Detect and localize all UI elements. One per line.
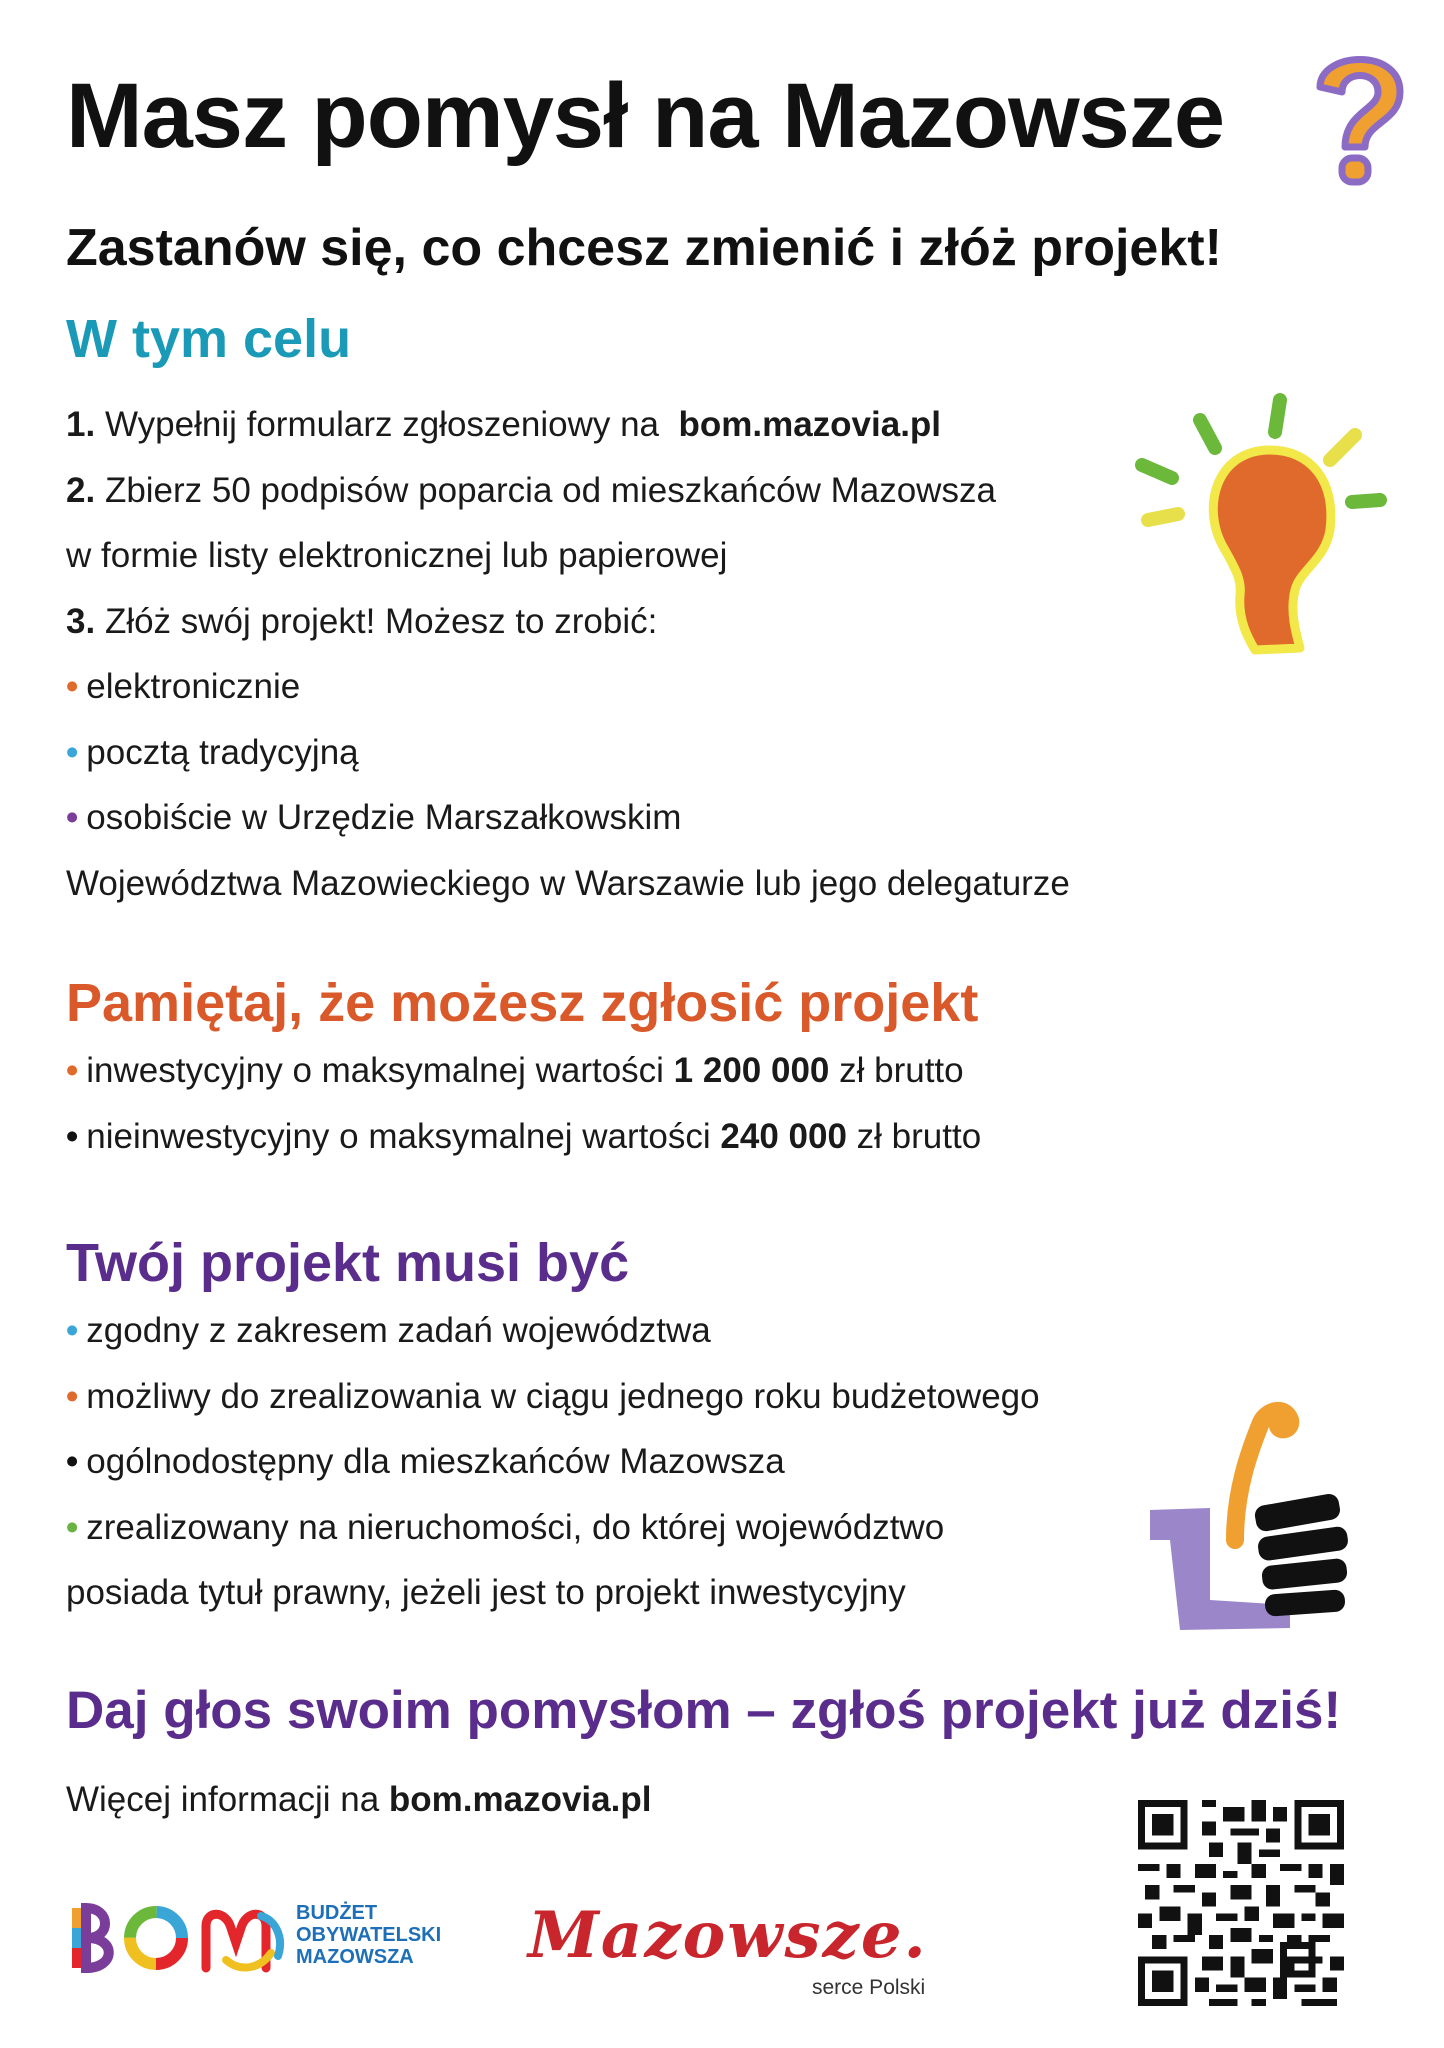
list-item: • ogólnodostępny dla mieszkańców Mazowsza xyxy=(66,1442,785,1481)
bullet-icon: • xyxy=(66,1376,79,1416)
bom-logo-text: BUDŻET OBYWATELSKI MAZOWSZA xyxy=(296,1902,442,1968)
list-item: • nieinwestycyjny o maksymalnej wartości 240 000 zł brutto xyxy=(66,1116,982,1156)
section-heading-steps: W tym celu xyxy=(66,309,352,369)
option-in-person: • osobiście w Urzędzie Marszałkowskim xyxy=(66,798,682,837)
thumbs-up-icon xyxy=(1140,1400,1380,1640)
step-number: 2. xyxy=(66,470,96,510)
bullet-icon: • xyxy=(66,1507,79,1547)
list-item-continued: posiada tytuł prawny, jeżeli jest to projekt inwestycyjny xyxy=(66,1573,906,1612)
section-heading-requirements: Twój projekt musi być xyxy=(66,1233,630,1293)
requirements-list xyxy=(66,1298,1040,1626)
more-info: Więcej informacji na bom.mazovia.pl xyxy=(66,1780,652,1819)
mazowsze-logo: Mazowsze. xyxy=(528,1898,928,1973)
bullet-icon: • xyxy=(66,798,79,837)
bullet-icon: • xyxy=(66,1311,79,1350)
bullet-icon: • xyxy=(66,1442,79,1481)
steps-list xyxy=(66,392,1070,916)
call-to-action: Daj głos swoim pomysłom – zgłoś projekt już dziś! xyxy=(66,1681,1342,1740)
step-number: 1. xyxy=(66,405,96,444)
step-1 xyxy=(66,392,1070,458)
step-2 xyxy=(66,458,1070,524)
qr-code-icon[interactable] xyxy=(1138,1800,1344,2006)
step-number: 3. xyxy=(66,601,96,641)
bullet-icon: • xyxy=(66,1116,79,1156)
page-title: Masz pomysł na Mazowsze xyxy=(66,65,1224,167)
website-link[interactable]: bom.mazovia.pl xyxy=(388,1780,652,1819)
list-item: • możliwy do zrealizowania w ciągu jednego roku budżetowego xyxy=(66,1376,1040,1416)
bullet-icon: • xyxy=(66,667,79,706)
section-heading-remember: Pamiętaj, że możesz zgłosić projekt xyxy=(66,973,979,1033)
lightbulb-icon xyxy=(1130,380,1390,660)
option-in-person-continued: Województwa Mazowieckiego w Warszawie lub jego delegaturze xyxy=(66,863,1070,903)
step-text: Zbierz 50 podpisów poparcia od mieszkańców Mazowsza xyxy=(104,470,996,510)
step-3 xyxy=(66,589,1070,655)
list-item: • zrealizowany na nieruchomości, do której województwo xyxy=(66,1507,945,1547)
step-text: Złóż swój projekt! Możesz to zrobić: xyxy=(104,601,658,641)
list-item: • inwestycyjny o maksymalnej wartości 1 200 000 zł brutto xyxy=(66,1051,964,1090)
bullet-icon: • xyxy=(66,732,79,772)
step-text: Wypełnij formularz zgłoszeniowy na xyxy=(104,405,660,444)
list-item: • zgodny z zakresem zadań województwa xyxy=(66,1311,711,1350)
option-electronic: • elektronicznie xyxy=(66,667,301,706)
bullet-icon: • xyxy=(66,1051,79,1090)
subtitle: Zastanów się, co chcesz zmienić i złóż projekt! xyxy=(66,219,1222,277)
mazowsze-tagline: serce Polski xyxy=(812,1976,926,1999)
website-link[interactable]: bom.mazovia.pl xyxy=(678,405,942,444)
project-types-list xyxy=(66,1038,981,1169)
question-mark-icon xyxy=(1300,42,1420,192)
step-2-continued: w formie listy elektronicznej lub papierowej xyxy=(66,536,728,575)
option-post: • pocztą tradycyjną xyxy=(66,732,359,772)
